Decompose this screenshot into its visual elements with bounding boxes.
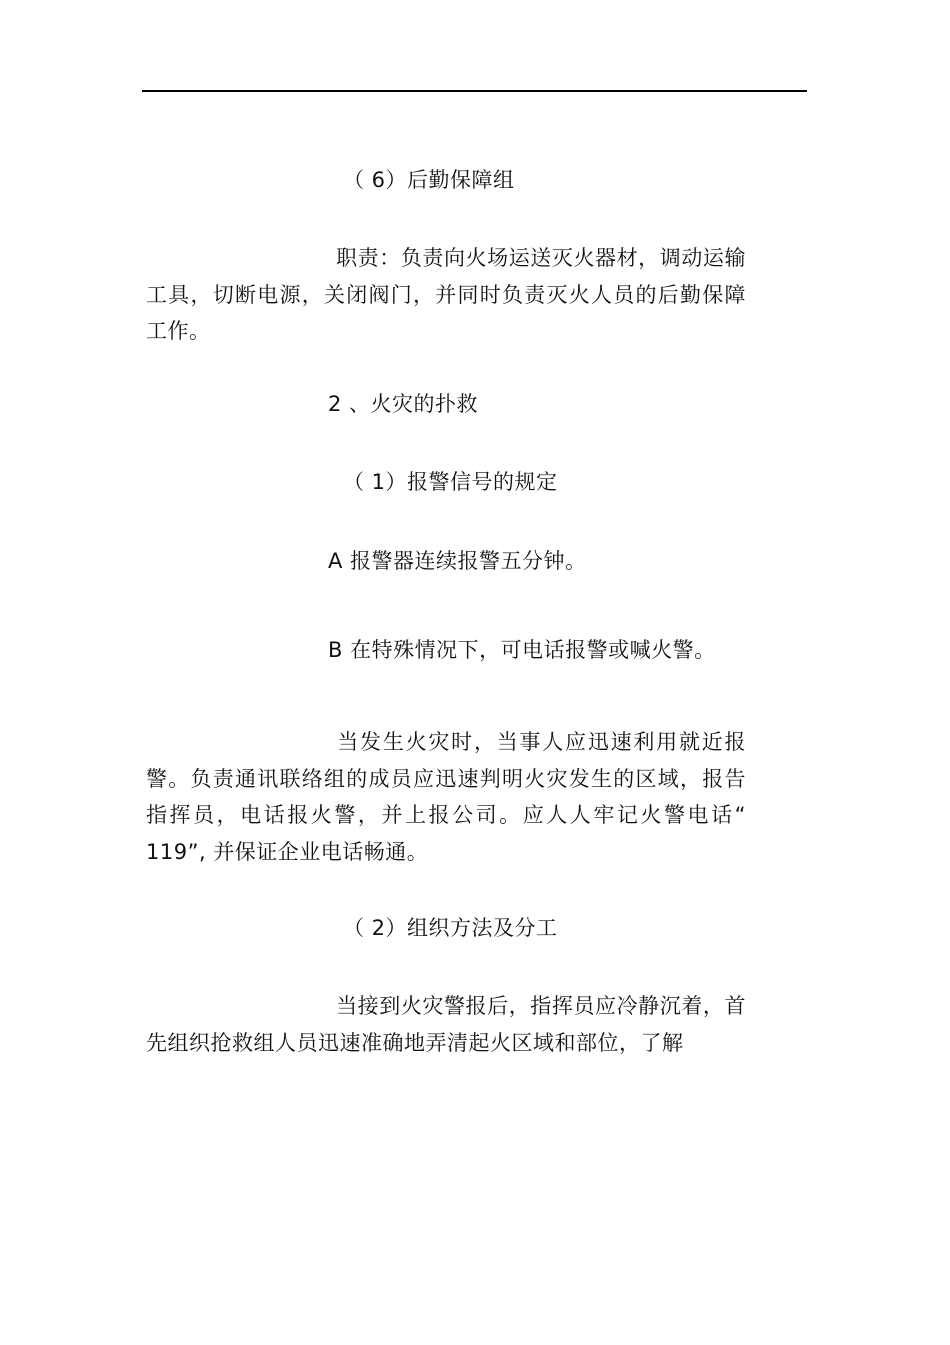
section-6-duty-text: 职责：负责向火场运送灭火器材，调动运输工具，切断电源，关闭阀门，并同时负责灭火人员的后勤保障工作。 [146, 246, 746, 343]
subsection-2-heading: （ 2）组织方法及分工 [343, 916, 558, 940]
subsection-1-heading: （ 1）报警信号的规定 [343, 470, 558, 494]
section-6-heading: （ 6）后勤保障组 [343, 168, 515, 192]
item-b: B 在特殊情况下，可电话报警或喊火警。 [328, 638, 716, 662]
header-rule [142, 90, 807, 92]
alarm-paragraph-text: 当发生火灾时，当事人应迅速利用就近报警。负责通讯联络组的成员应迅速判明火灾发生的区域，报告指挥员，电话报火警，并上报公司。应人人牢记火警电话“ 119”, 并保证企业电话畅通。 [146, 730, 746, 864]
alarm-paragraph [146, 724, 746, 870]
organization-paragraph [146, 988, 746, 1061]
section-2-heading: 2 、火灾的扑救 [328, 392, 479, 416]
organization-paragraph-text: 当接到火灾警报后，指挥员应冷静沉着，首先组织抢救组人员迅速准确地弄清起火区域和部位，了解 [146, 994, 746, 1055]
section-6-duty-paragraph [146, 240, 746, 350]
item-a: A 报警器连续报警五分钟。 [328, 549, 587, 573]
